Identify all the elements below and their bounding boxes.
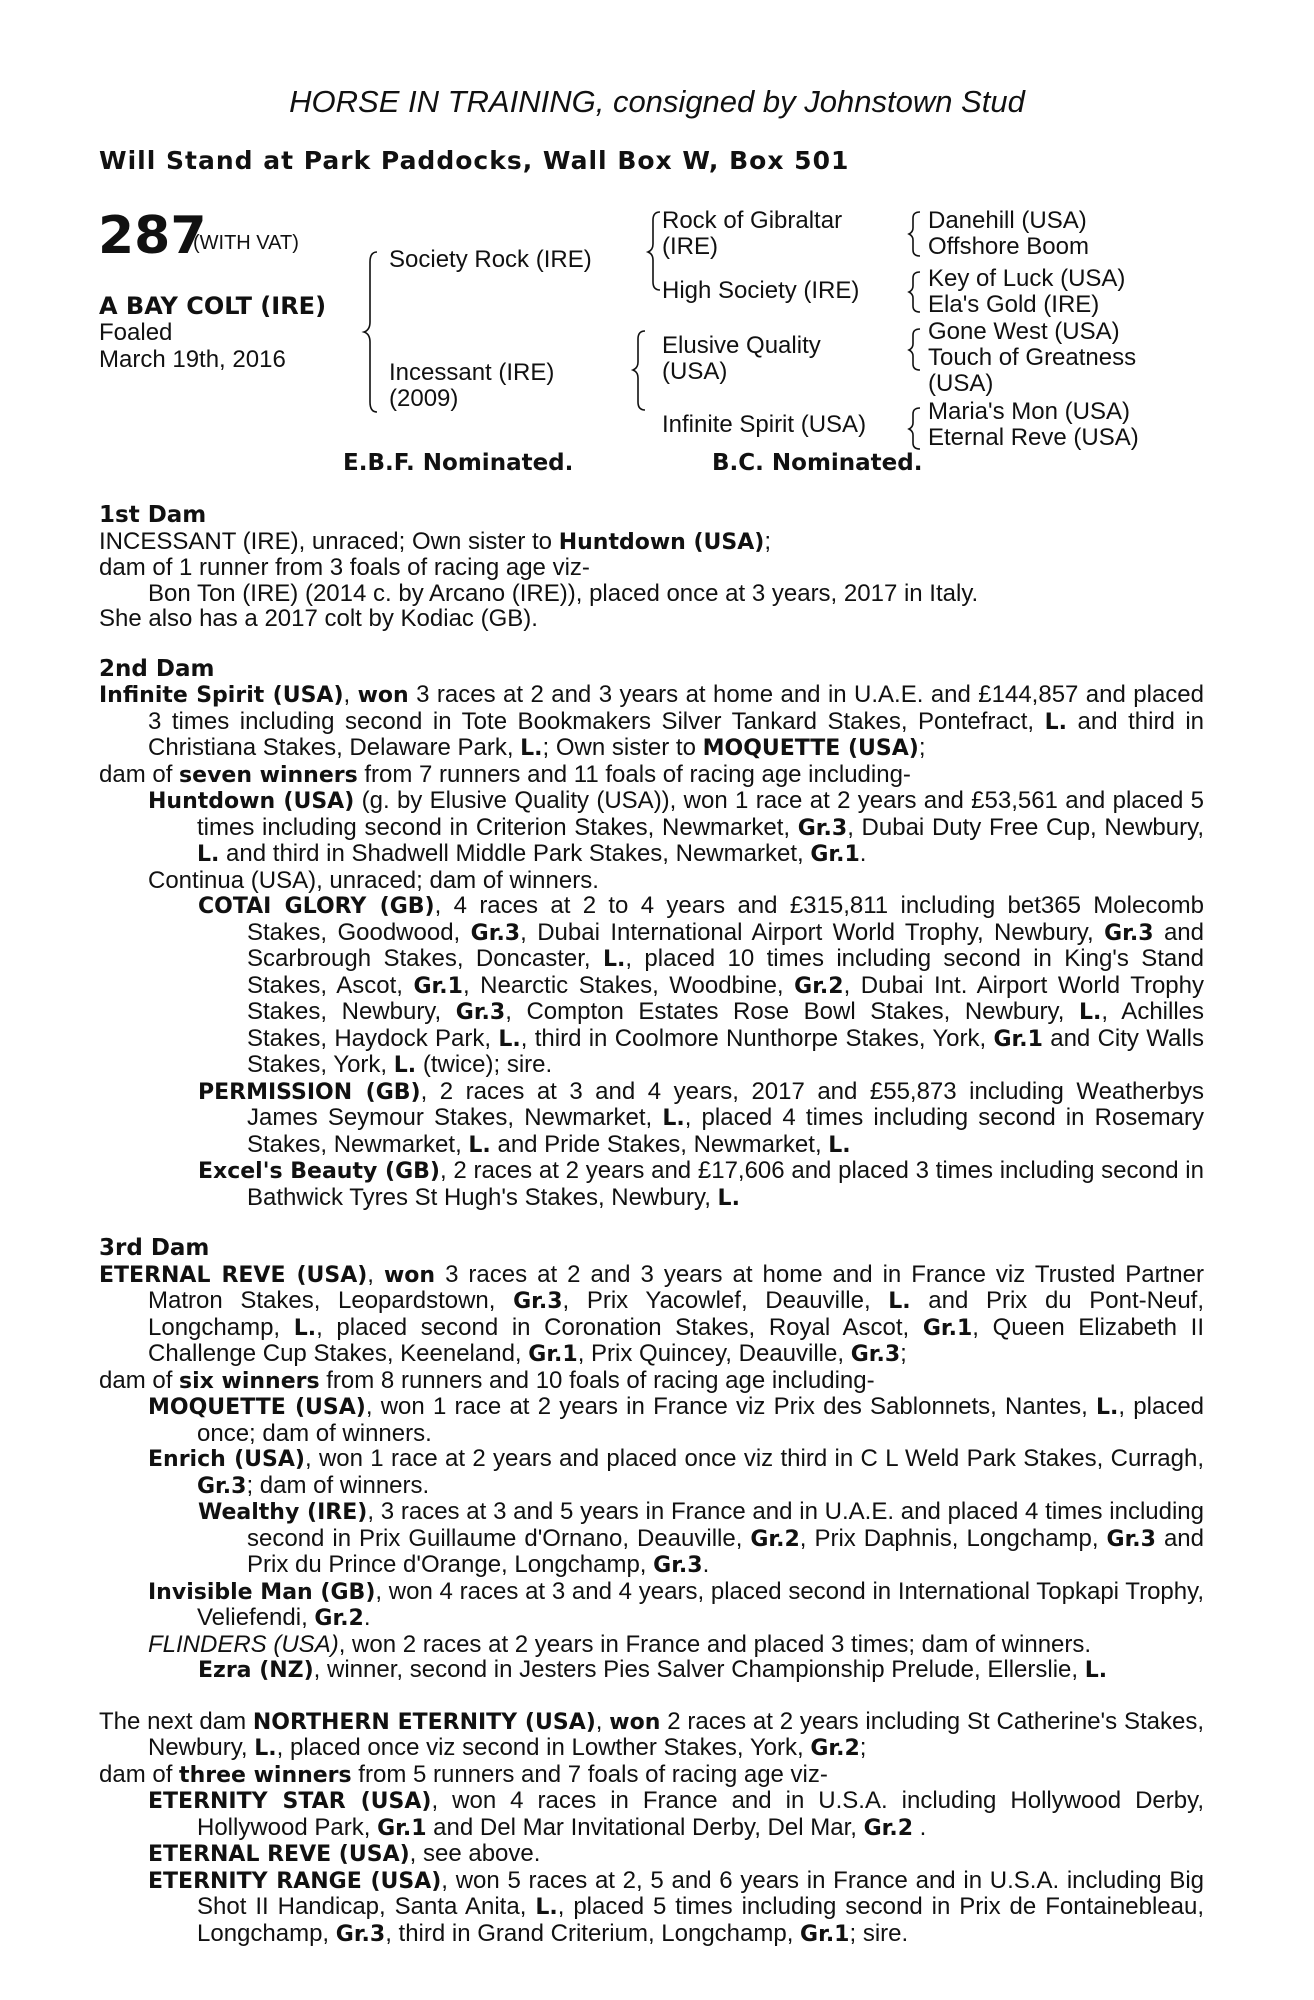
pedigree-dam-sire <box>662 333 821 385</box>
pedigree-sdd: Ela's Gold (IRE) <box>928 291 1100 318</box>
pedigree-sss: Danehill (USA) <box>928 207 1087 234</box>
dam3-wealthy: Wealthy (IRE), 3 races at 3 and 5 years in France and in U.A.E. and placed 4 times including second in Prix Guillaume d'Ornano, Deauville, Gr.2, Prix Daphnis, Longchamp, Gr.3 and Prix du Prince d'Orange, Longchamp, Gr.3. <box>198 1498 1204 1578</box>
dam2-cotai: COTAI GLORY (GB), 4 races at 2 to 4 years and £315,811 including bet365 Molecomb Stakes, Goodwood, Gr.3, Dubai International Airport World Trophy, Newbury, Gr.3 and Scarbrough Stakes, Doncaster, L., placed 10 times including second in King's Stand Stakes, Ascot, Gr.1, Nearctic Stakes, Woodbine, Gr.2, Dubai Int. Airport World Trophy Stakes, Newbury, Gr.3, Compton Estates Rose Bowl Stakes, Newbury, L., Achilles Stakes, Haydock Park, L., third in Coolmore Nunthorpe Stakes, York, Gr.1 and City Walls Stakes, York, L. (twice); sire. <box>198 892 1205 1078</box>
pedigree-ss-line1: Rock of Gibraltar <box>662 207 843 234</box>
dam3-heading: 3rd Dam <box>99 1235 210 1261</box>
pedigree-dds: Maria's Mon (USA) <box>928 398 1130 425</box>
dam3-flinders: FLINDERS (USA), won 2 races at 2 years in France and placed 3 times; dam of winners. <box>148 1630 1092 1658</box>
pedigree-dsd-line2: (USA) <box>928 370 994 397</box>
bc-nomination: B.C. Nominated. <box>712 450 923 476</box>
ebf-nomination: E.B.F. Nominated. <box>343 450 574 476</box>
dam3-produce-line: dam of six winners from 8 runners and 10 foals of racing age including- <box>99 1366 875 1394</box>
dam2-huntdown: Huntdown (USA) (g. by Elusive Quality (USA)), won 1 race at 2 years and £53,561 and placed 5 times including second in Criterion Stakes, Newmarket, Gr.3, Dubai Duty Free Cup, Newbury, L. and third in Shadwell Middle Park Stakes, Newmarket, Gr.1. <box>148 787 1205 867</box>
pedigree-sds: Key of Luck (USA) <box>928 265 1126 292</box>
brace-gen1 <box>364 252 377 412</box>
brace-sire-gen2 <box>648 212 660 290</box>
next-dam-eternity-star: ETERNITY STAR (USA), won 4 races in France and in U.S.A. including Hollywood Derby, Hollywood Park, Gr.1 and Del Mar Invitational Derby, Del Mar, Gr.2 . <box>148 1787 1205 1841</box>
dam2-continua: Continua (USA), unraced; dam of winners. <box>148 866 599 894</box>
foaled-date: March 19th, 2016 <box>99 346 286 373</box>
dam1-note: She also has a 2017 colt by Kodiac (GB). <box>99 605 538 632</box>
pedigree-sire-sire <box>662 208 842 260</box>
pedigree-ssd: Offshore Boom <box>928 233 1089 260</box>
pedigree-ddd: Eternal Reve (USA) <box>928 424 1139 451</box>
pedigree-sire: Society Rock (IRE) <box>389 246 592 273</box>
dam3-ezra: Ezra (NZ), winner, second in Jesters Pies Salver Championship Prelude, Ellerslie, L. <box>198 1656 1108 1683</box>
brace-dam-gen2 <box>633 331 645 410</box>
dam2-permission: PERMISSION (GB), 2 races at 3 and 4 years, 2017 and £55,873 including Weatherbys James Seymour Stakes, Newmarket, L., placed 4 times including second in Rosemary Stakes, Newmarket, L. and Pride Stakes, Newmarket, L. <box>198 1077 1204 1158</box>
next-dam-paragraph: The next dam NORTHERN ETERNITY (USA), won 2 races at 2 years including St Catherine's Stakes, Newbury, L., placed once viz second in Lowther Stakes, York, Gr.2; <box>99 1707 1204 1761</box>
foaled-label: Foaled <box>99 319 173 346</box>
dam2-produce-line: dam of seven winners from 7 runners and 11 foals of racing age including- <box>99 760 911 788</box>
pedigree-dam-dam: Infinite Spirit (USA) <box>662 411 867 438</box>
dam3-paragraph: ETERNAL REVE (USA), won 3 races at 2 and 3 years at home and in France viz Trusted Partner Matron Stakes, Leopardstown, Gr.3, Prix Yacowlef, Deauville, L. and Prix du Pont-Neuf, Longchamp, L., placed second in Coronation Stakes, Royal Ascot, Gr.1, Queen Elizabeth II Challenge Cup Stakes, Keeneland, Gr.1, Prix Quincey, Deauville, Gr.3; <box>99 1260 1204 1367</box>
next-dam-produce-line: dam of three winners from 5 runners and 7 foals of racing age viz- <box>99 1760 828 1788</box>
pedigree-sire-dam: High Society (IRE) <box>662 277 860 304</box>
horse-description: A BAY COLT (IRE) <box>99 292 327 320</box>
dam1-paragraph: INCESSANT (IRE), unraced; Own sister to Huntdown (USA); <box>99 527 771 555</box>
pedigree-notes <box>99 503 1204 1947</box>
pedigree-ds-line1: Elusive Quality <box>662 332 821 359</box>
brace-g3-1 <box>909 212 920 256</box>
pedigree-dss: Gone West (USA) <box>928 318 1120 345</box>
dam2-heading: 2nd Dam <box>99 655 215 682</box>
pedigree-ds-line2: (USA) <box>662 358 728 385</box>
dam2-excels-beauty: Excel's Beauty (GB), 2 races at 2 years and £17,606 and placed 3 times including second in Bathwick Tyres St Hugh's Stakes, Newbury, L. <box>198 1157 1204 1211</box>
pedigree-ss-line2: (IRE) <box>662 233 718 260</box>
pedigree-dam-year: (2009) <box>389 385 459 412</box>
pedigree-dam <box>389 360 554 412</box>
next-dam-eternity-range: ETERNITY RANGE (USA), won 5 races at 2, 5 and 6 years in France and in U.S.A. including Big Shot II Handicap, Santa Anita, L., placed 5 times including second in Prix de Fontainebleau, Longchamp, Gr.3, third in Grand Criterium, Longchamp, Gr.1; sire. <box>148 1866 1205 1947</box>
brace-g3-2 <box>909 272 920 312</box>
next-dam-eternal-reve: ETERNAL REVE (USA), see above. <box>148 1840 541 1867</box>
brace-g3-4 <box>909 408 920 449</box>
dam3-enrich: Enrich (USA), won 1 race at 2 years and placed once viz third in C L Weld Park Stakes, Curragh, Gr.3; dam of winners. <box>148 1445 1204 1499</box>
brace-g3-3 <box>909 329 920 370</box>
dam3-moquette: MOQUETTE (USA), won 1 race at 2 years in France viz Prix des Sablonnets, Nantes, L., placed once; dam of winners. <box>148 1393 1205 1447</box>
dam2-paragraph: Infinite Spirit (USA), won 3 races at 2 and 3 years at home and in U.A.E. and £144,857 and placed 3 times including second in Tote Bookmakers Silver Tankard Stakes, Pontefract, L. and third in Christiana Stakes, Delaware Park, L.; Own sister to MOQUETTE (USA); <box>99 681 1204 761</box>
dam1-produce-line: dam of 1 runner from 3 foals of racing age viz- <box>99 554 590 581</box>
lot-number: 287 <box>98 206 207 266</box>
consignment-header: HORSE IN TRAINING, consigned by Johnstown Stud <box>289 84 1025 119</box>
dam1-heading: 1st Dam <box>99 502 207 528</box>
foaled-info <box>99 319 286 373</box>
pedigree-dam-name: Incessant (IRE) <box>389 359 555 386</box>
pedigree-dsd-line1: Touch of Greatness <box>928 344 1137 371</box>
dam1-produce-item: Bon Ton (IRE) (2014 c. by Arcano (IRE)), placed once at 3 years, 2017 in Italy. <box>148 579 979 607</box>
dam3-invisible-man: Invisible Man (GB), won 4 races at 3 and 4 years, placed second in International Topkapi Trophy, Veliefendi, Gr.2. <box>148 1577 1204 1631</box>
vat-label: (WITH VAT) <box>193 232 299 254</box>
stand-location: Will Stand at Park Paddocks, Wall Box W, Box 501 <box>99 146 850 175</box>
pedigree-dsd <box>928 345 1136 397</box>
